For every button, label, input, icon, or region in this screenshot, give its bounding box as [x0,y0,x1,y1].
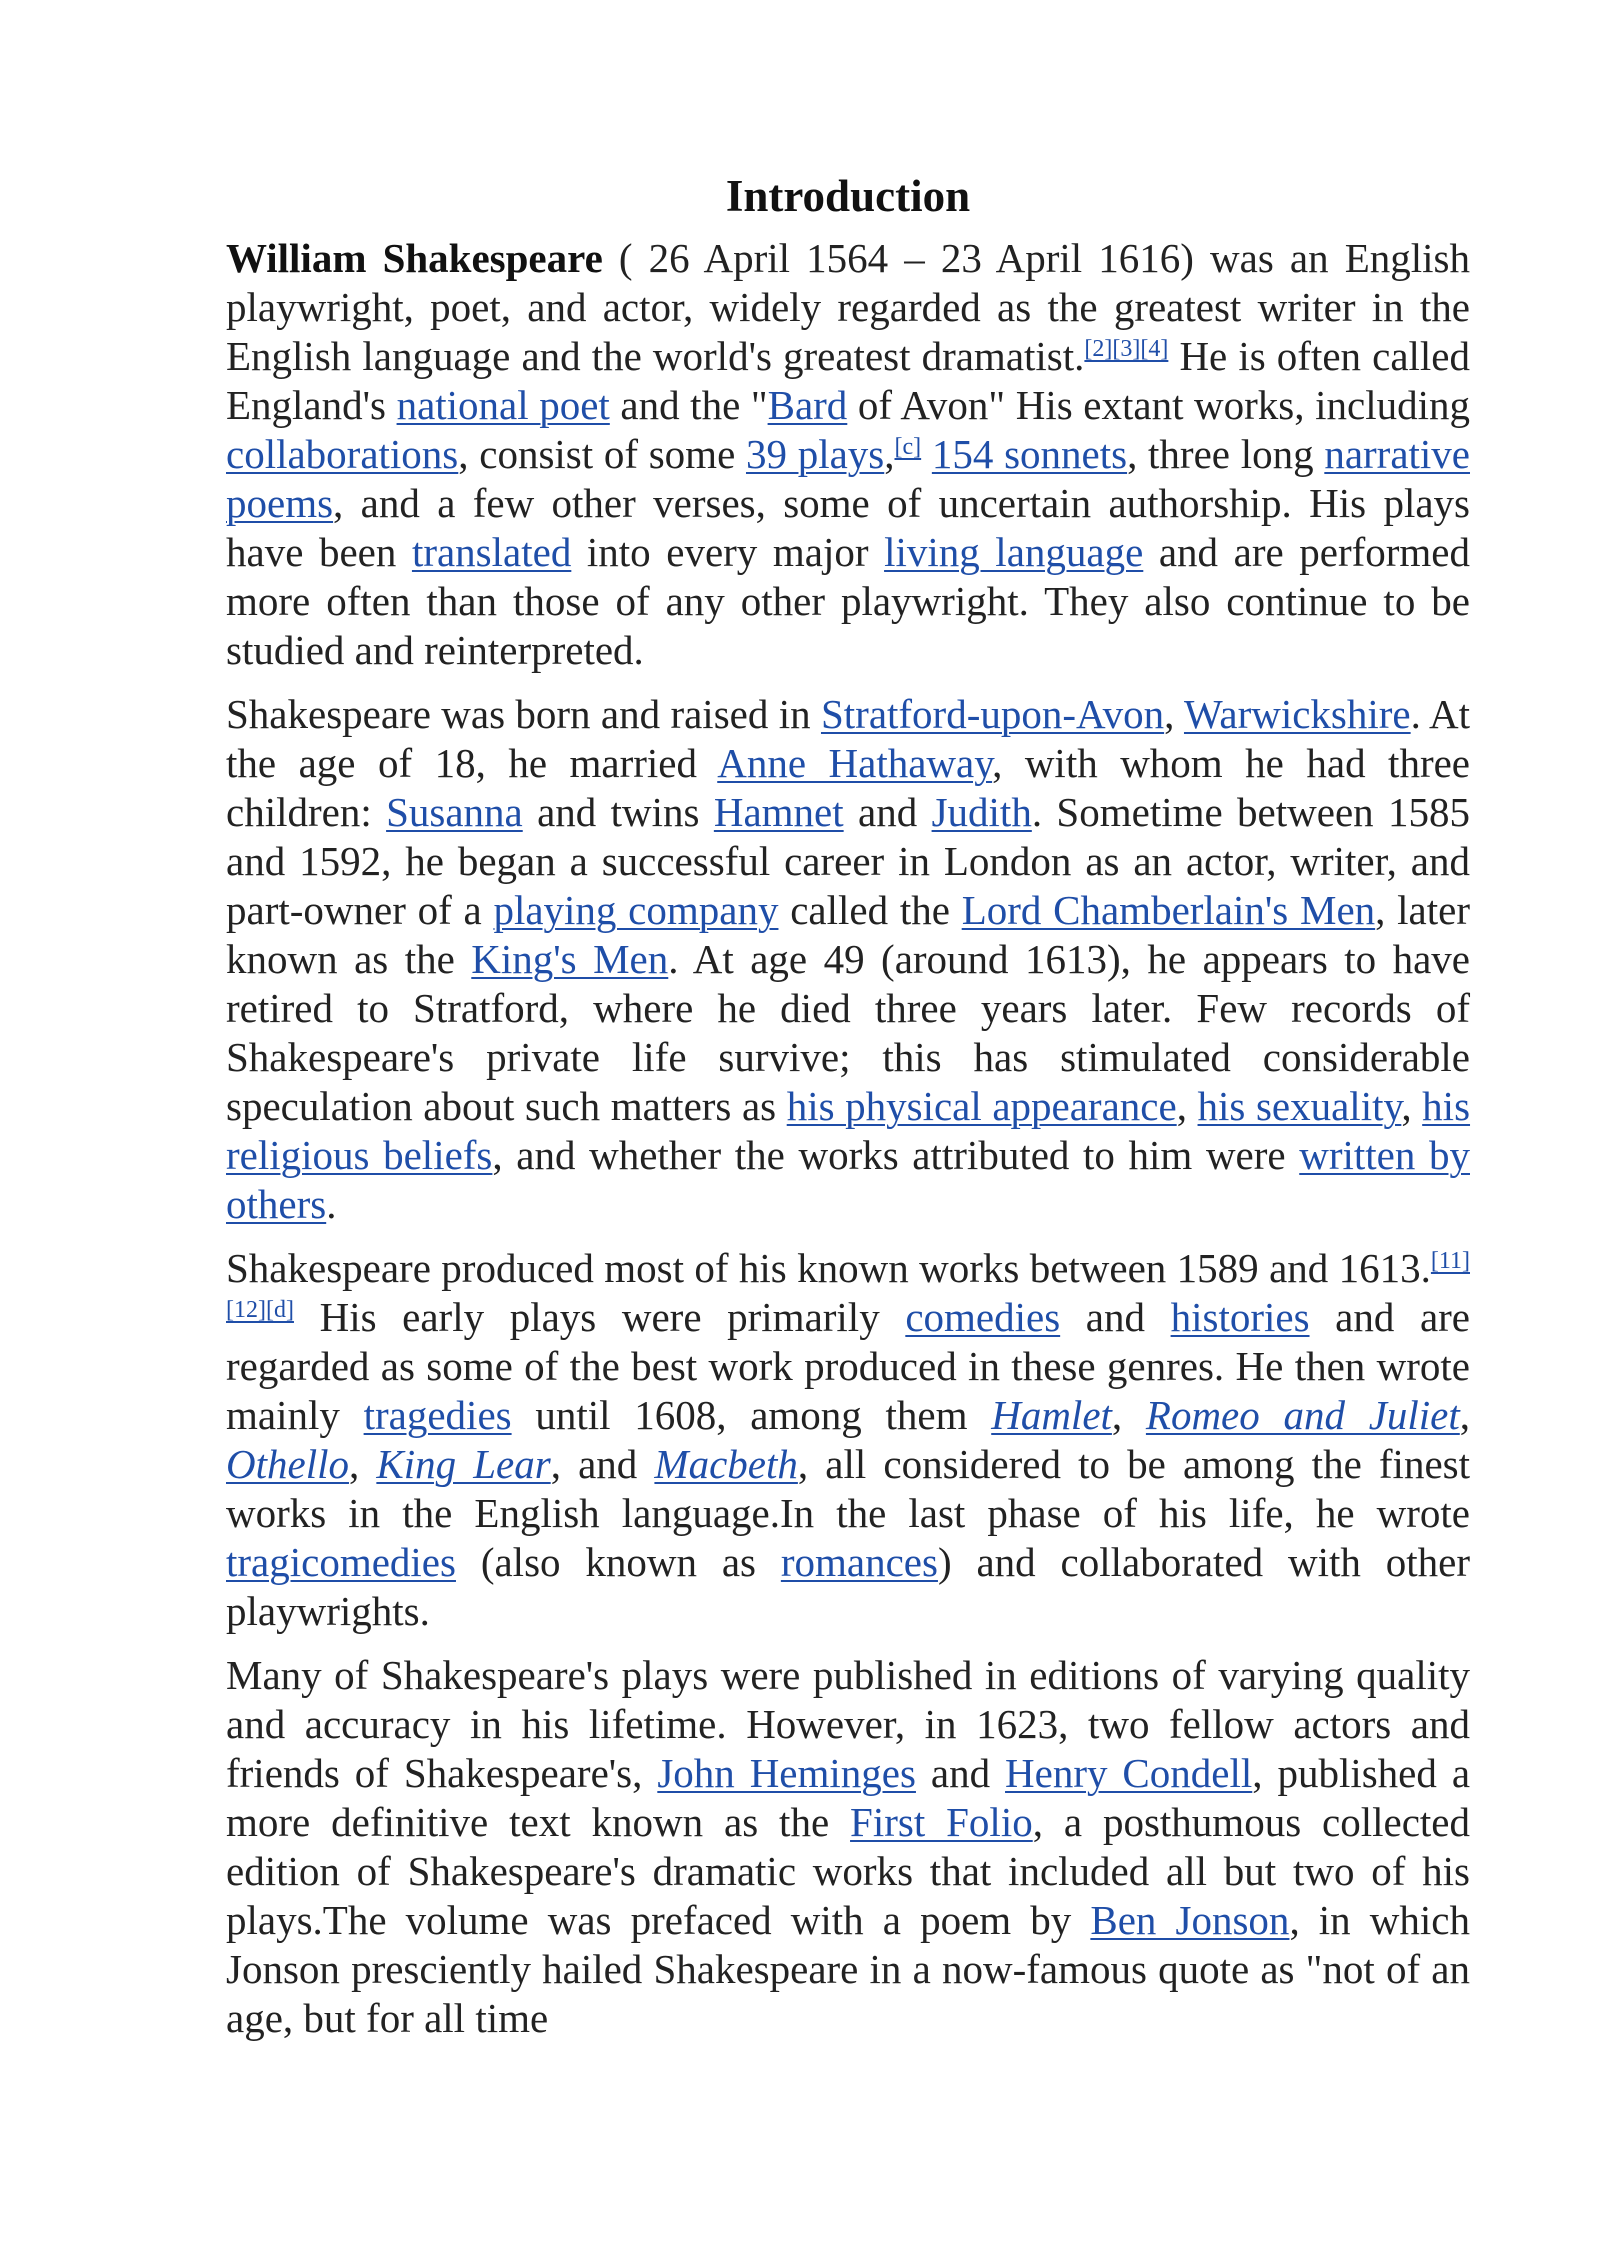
citation-link[interactable]: [2][3][4] [1084,336,1169,362]
text-run: , [1176,1083,1198,1129]
wiki-link[interactable]: King Lear [376,1441,551,1487]
text-run: . At age 49 (around 1613), he appears to have retired to Stratford, where he died three years later. Few records of Shakespeare's private life survive; this has stimulated considerable speculation about such matters as [226,936,1471,1129]
wiki-link[interactable]: 154 sonnets [931,431,1128,477]
text-run: . [326,1181,337,1227]
wiki-link[interactable]: Warwickshire [1183,691,1411,737]
text-run: , three long [1127,431,1325,477]
wiki-link[interactable]: his physical appearance [786,1083,1177,1129]
wiki-link[interactable]: Bard [767,382,848,428]
document-body [226,168,1470,2058]
wiki-link[interactable]: Stratford-upon-Avon [820,691,1165,737]
text-run: and [843,789,932,835]
citation-superscript [1084,336,1168,362]
paragraph [226,690,1470,1229]
wiki-link[interactable]: written by others [226,1132,1470,1227]
text-run: . Sometime between 1585 and 1592, he began a successful career in London as an actor, writer, and part-owner of a [226,789,1471,933]
wiki-link[interactable]: narrative poems [226,431,1470,526]
paragraph [226,1244,1470,1636]
text-run: of Avon" His extant works, including [847,382,1470,428]
text-run: , [348,1441,377,1487]
wiki-link[interactable]: romances [780,1539,938,1585]
wiki-link[interactable]: Lord Chamberlain's Men [961,887,1376,933]
wiki-link[interactable]: his religious beliefs [226,1083,1471,1178]
text-run: and the " [609,382,768,428]
wiki-link[interactable]: Hamlet [991,1392,1112,1438]
text-run: until 1608, among them [511,1392,992,1438]
text-run: called the [778,887,962,933]
text-run: . At the age of 18, he married [226,691,1470,786]
text-run: ( 26 April 1564 – 23 April 1616) was an English playwright, poet, and actor, widely regarded as the greatest writer in the English language and the world's greatest dramatist. [226,235,1470,379]
text-run: , with whom he had three children: [226,740,1470,835]
text-run: , [1401,1083,1423,1129]
citation-superscript [895,434,922,460]
text-run [921,431,932,477]
wiki-link[interactable]: Othello [226,1441,349,1487]
citation-link[interactable]: [c] [894,434,922,460]
wiki-link[interactable]: Macbeth [654,1441,798,1487]
text-run: (also known as [455,1539,781,1585]
text-run: He is often called England's [226,333,1470,428]
paragraph [226,234,1470,675]
page-title: Introduction [725,171,971,221]
wiki-link[interactable]: tragedies [363,1392,512,1438]
text-run: ) and collaborated with other playwrights. [226,1539,1470,1634]
text-run: and [1060,1294,1171,1340]
wiki-link[interactable]: Romeo and Juliet [1145,1392,1460,1438]
text-run: , published a more definitive text known as the [226,1750,1471,1845]
text-run: His early plays were primarily [293,1294,906,1340]
text-run: , [1459,1392,1471,1438]
wiki-link[interactable]: Henry Condell [1005,1750,1253,1796]
text-run: into every major [571,529,885,575]
text-run: , and a few other verses, some of uncertain authorship. His plays have been [226,480,1470,575]
text-run: Shakespeare produced most of his known works between 1589 and 1613. [226,1245,1431,1291]
text-run: , [1111,1392,1146,1438]
text-run: , [1164,691,1184,737]
wiki-link[interactable]: Hamnet [713,789,844,835]
text-run: and are performed more often than those of any other playwright. They also continue to be studied and reinterpreted. [226,529,1470,673]
wiki-link[interactable]: living language [884,529,1144,575]
text-run: , all considered to be among the finest works in the English language.In the last phase of his life, he wrote [226,1441,1470,1536]
text-run: , consist of some [458,431,746,477]
wiki-link[interactable]: First Folio [850,1799,1033,1845]
text-run: and are regarded as some of the best work produced in these genres. He then wrote mainly [226,1294,1471,1438]
wiki-link[interactable]: histories [1170,1294,1310,1340]
wiki-link[interactable]: 39 plays [745,431,885,477]
wiki-link[interactable]: tragicomedies [226,1539,456,1585]
citation-link[interactable]: [11][12][d] [226,1248,1470,1323]
wiki-link[interactable]: King's Men [471,936,669,982]
paragraph [226,1651,1470,2043]
text-run: and twins [522,789,714,835]
text-run: , in which Jonson presciently hailed Shakespeare in a now-famous quote as "not of an age, but for all time [226,1897,1470,2041]
text-run: and [915,1750,1006,1796]
text-run: Many of Shakespeare's plays were published in editions of varying quality and accuracy in his lifetime. However, in 1623, two fellow actors and friends of Shakespeare's, [226,1652,1470,1796]
wiki-link[interactable]: his sexuality [1197,1083,1402,1129]
text-run: , and [550,1441,655,1487]
text-run: , a posthumous collected edition of Shakespeare's dramatic works that included all but two of his plays.The volume was prefaced with a poem by [226,1799,1471,1943]
wiki-link[interactable]: Susanna [386,789,523,835]
wiki-link[interactable]: comedies [905,1294,1061,1340]
text-run: , and whether the works attributed to him were [492,1132,1300,1178]
wiki-link[interactable]: national poet [396,382,610,428]
wiki-link[interactable]: translated [411,529,572,575]
article-content [226,234,1470,2043]
wiki-link[interactable]: collaborations [226,431,459,477]
wiki-link[interactable]: Anne Hathaway [717,740,993,786]
text-run: , later known as the [226,887,1470,982]
bold-name: William Shakespeare [226,235,603,281]
text-run: Shakespeare was born and raised in [226,691,821,737]
wiki-link[interactable]: Judith [931,789,1032,835]
text-run: , [884,431,895,477]
wiki-link[interactable]: Ben Jonson [1090,1897,1290,1943]
wiki-link[interactable]: playing company [493,887,779,933]
wiki-link[interactable]: John Heminges [657,1750,916,1796]
